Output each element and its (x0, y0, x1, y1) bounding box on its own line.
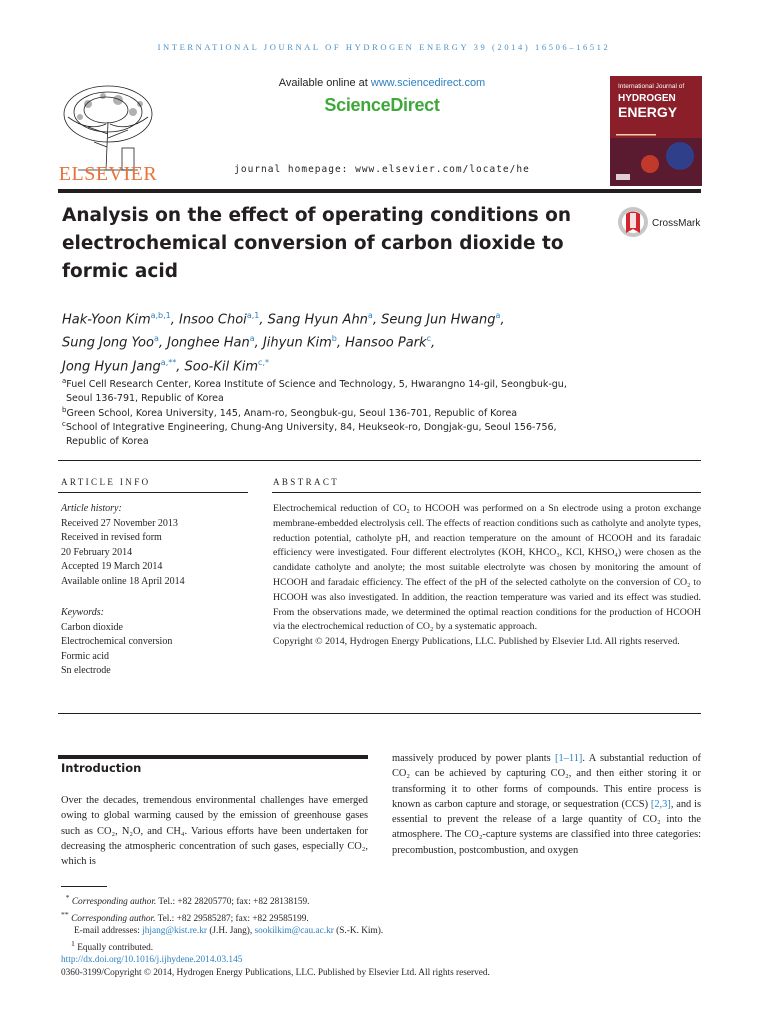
footnote-rule (61, 886, 107, 887)
keywords-label: Keywords: (61, 607, 104, 618)
affiliation-c (62, 417, 682, 449)
author-affiliation-mark[interactable]: a (367, 311, 373, 320)
body-text: , and is essential to prevent the release of a large quantity of CO₂ into the atmosphere. The CO₂-capture systems are classified into three categories: precombustion, postcombustion, and oxygen (392, 798, 701, 856)
author-separator: , (336, 335, 346, 351)
footnote-text: Equally contributed. (74, 942, 154, 953)
cover-title-energy: ENERGY (618, 104, 678, 120)
author-affiliation-mark[interactable]: a,** (160, 357, 177, 367)
article-info-heading: ARTICLE INFO (61, 477, 151, 487)
author-separator: , (372, 312, 382, 328)
email-owner: (J.H. Jang), (207, 926, 255, 937)
affiliation-text: Fuel Cell Research Center, Korea Institute of Science and Technology, 5, Hwarangno 14-gil, Seongbuk-gu, (66, 379, 567, 391)
keyword-item: Formic acid (61, 650, 110, 662)
citation-link[interactable]: [1–11] (555, 753, 583, 764)
author-affiliation-mark[interactable]: b (331, 334, 337, 344)
author-affiliation-mark[interactable]: a (153, 334, 159, 344)
section-rule-bottom (58, 713, 701, 714)
footnote-equal (61, 938, 701, 955)
author-affiliation-mark[interactable]: a (495, 311, 501, 320)
introduction-rule (58, 755, 368, 759)
available-online-prefix: Available online at (278, 77, 371, 89)
body-column-right (392, 751, 701, 858)
body-paragraph: Over the decades, tremendous environmental challenges have emerged owing to global warming caused by the emission of greenhouse gases such as CO₂, N₂O, and CH₄. Various efforts have been undertaken for decreasing the atmospheric concentration of such gases, especially CO₂, which is (61, 795, 368, 868)
body-column-left (61, 793, 368, 869)
introduction-heading: Introduction (61, 761, 142, 775)
affiliation-text: School of Integrative Engineering, Chung-Ang University, 84, Heukseok-ro, Dongjak-gu, Seoul 156-756, (65, 422, 557, 434)
email-owner: (S.-K. Kim). (333, 926, 384, 937)
author-separator: , (170, 312, 180, 328)
author-name: Sung Jong Yoo (62, 335, 154, 351)
issn-line: 0360-3199/Copyright © 2014, Hydrogen Energy Publications, LLC. Published by Elsevier Ltd. All rights reserved. (61, 967, 490, 978)
affiliation-text-cont: Seoul 136-791, Republic of Korea (66, 393, 224, 405)
keyword-item: Electrochemical conversion (61, 636, 173, 647)
author-list (62, 306, 622, 376)
author-separator: , (259, 312, 268, 328)
footnotes (61, 892, 701, 979)
author-affiliation-mark[interactable]: a (249, 334, 255, 344)
author-separator: , (158, 335, 168, 351)
footnote-corresponding-1 (61, 892, 701, 909)
available-online (162, 77, 602, 89)
footnote-mark: * (65, 893, 70, 902)
abstract-body (273, 502, 701, 650)
author-name: Hansoo Park (345, 335, 427, 351)
affiliation-text-cont: Republic of Korea (66, 436, 149, 448)
author-affiliation-mark[interactable]: a,b,1 (150, 311, 171, 320)
history-item: Accepted 19 March 2014 (61, 561, 163, 572)
body-text: massively produced by power plants (392, 753, 556, 764)
cover-title-small: International Journal of (618, 83, 685, 90)
author-name: Soo-Kil Kim (184, 358, 259, 374)
section-rule (58, 460, 701, 461)
author-name: Hak-Yoon Kim (62, 312, 151, 328)
journal-citation-line: INTERNATIONAL JOURNAL OF HYDROGEN ENERGY 39 (2014) 16506–16512 (157, 42, 611, 52)
author-line-3 (62, 353, 622, 376)
affiliation-mark: b (62, 406, 67, 414)
journal-homepage[interactable]: journal homepage: www.elsevier.com/locate/he (234, 164, 530, 175)
cover-title-hydrogen: HYDROGEN (618, 93, 676, 104)
footnote-emails (61, 925, 701, 938)
email-link-kim[interactable]: sookilkim@cau.ac.kr (254, 926, 334, 937)
footnote-text: Tel.: +82 28205770; fax: +82 28138159. (156, 897, 310, 908)
history-item: 20 February 2014 (61, 546, 133, 558)
crossmark-label[interactable]: CrossMark (652, 218, 701, 229)
footnote-corresponding-2 (61, 909, 701, 926)
author-name: Jihyun Kim (262, 335, 332, 351)
email-label: E-mail addresses: (74, 926, 143, 937)
elsevier-wordmark: ELSEVIER (58, 163, 158, 185)
author-line-1 (62, 306, 622, 329)
article-title: Analysis on the effect of operating conditions on electrochemical conversion of carbon dioxide to formic acid (62, 205, 572, 282)
abstract-heading: ABSTRACT (273, 477, 340, 487)
article-history (61, 502, 261, 589)
sciencedirect-link[interactable]: www.sciencedirect.com (370, 77, 486, 89)
author-separator: , (254, 335, 263, 351)
sciencedirect-logo: ScienceDirect (324, 95, 440, 115)
email-link-jang[interactable]: jhjang@kist.re.kr (142, 926, 208, 937)
affiliation-mark: a (62, 377, 67, 385)
keywords (61, 606, 261, 679)
doi-link[interactable]: http://dx.doi.org/10.1016/j.ijhydene.2014.03.145 (61, 955, 243, 966)
author-name: Jonghee Han (167, 335, 250, 351)
author-name: Sang Hyun Ahn (267, 312, 368, 328)
author-separator: , (430, 335, 436, 351)
footnote-label: Corresponding author. (71, 897, 157, 908)
history-item: Available online 18 April 2014 (61, 575, 185, 587)
article-info-rule (58, 492, 248, 493)
footnote-label: Corresponding author. (71, 913, 156, 924)
abstract-rule (272, 492, 701, 493)
affiliation-mark: c (62, 420, 66, 428)
citation-link[interactable]: [2,3] (650, 798, 671, 810)
history-item: Received in revised form (61, 532, 162, 543)
keyword-item: Sn electrode (61, 665, 111, 676)
affiliation-a (62, 374, 682, 406)
keyword-item: Carbon dioxide (61, 621, 123, 633)
author-name: Jong Hyun Jang (62, 358, 161, 374)
author-name: Seung Jun Hwang (381, 312, 496, 328)
abstract-text: Electrochemical reduction of CO₂ to HCOOH was performed on a Sn electrode using a proton exchange membrane-embedded electrolysis cell. The effects of reaction conditions such as catholyte and anolyte types, reduction potential, catholyte pH, and reaction temperature on the amount of HCOOH and its faradaic efficiency were investigated. Four different electrolytes (KOH, KHCO₃, KCl, KHSO₄) were chosen as the candidate catholyte and anolyte; the most suitable electrolyte was chosen by monitoring the amount of HCOOH and faradaic efficiency. The effect of the pH of the selected catholyte on the conversion of CO₂ to HCOOH was also investigated. In addition, the reaction temperature was varied and its effect was studied. From the observations made, we determined the optimal reaction conditions for the production of HCOOH via the electrochemical reduction of CO₂ by a systematic approach. (273, 503, 701, 633)
footnote-mark: 1 (71, 938, 75, 948)
header-rule (58, 189, 701, 193)
history-item: Received 27 November 2013 (61, 517, 178, 529)
body-text: . A substantial reduction of CO₂ can be achieved by capturing CO₂, and then either storing it or transforming it to other forms of compounds. This entire process is known as carbon capture and storage, or sequestration (CCS) (392, 753, 701, 810)
footnote-mark: ** (61, 909, 69, 919)
body-paragraph (392, 751, 701, 858)
footnote-text: Tel.: +82 29585287; fax: +82 29585199. (155, 913, 309, 924)
author-line-2 (62, 329, 622, 352)
affiliation-text: Green School, Korea University, 145, Anam-ro, Seongbuk-gu, Seoul 136-701, Republic of Korea (66, 408, 518, 420)
author-name: Insoo Choi (179, 312, 247, 328)
author-separator: , (176, 358, 185, 374)
author-affiliation-mark[interactable]: c (426, 334, 431, 344)
author-affiliation-mark[interactable]: c,* (258, 357, 269, 367)
author-affiliation-mark[interactable]: a,1 (246, 311, 260, 320)
abstract-copyright: Copyright © 2014, Hydrogen Energy Publications, LLC. Published by Elsevier Ltd. All rights reserved. (273, 636, 680, 648)
author-separator: , (500, 312, 505, 328)
history-label: Article history: (61, 503, 122, 514)
